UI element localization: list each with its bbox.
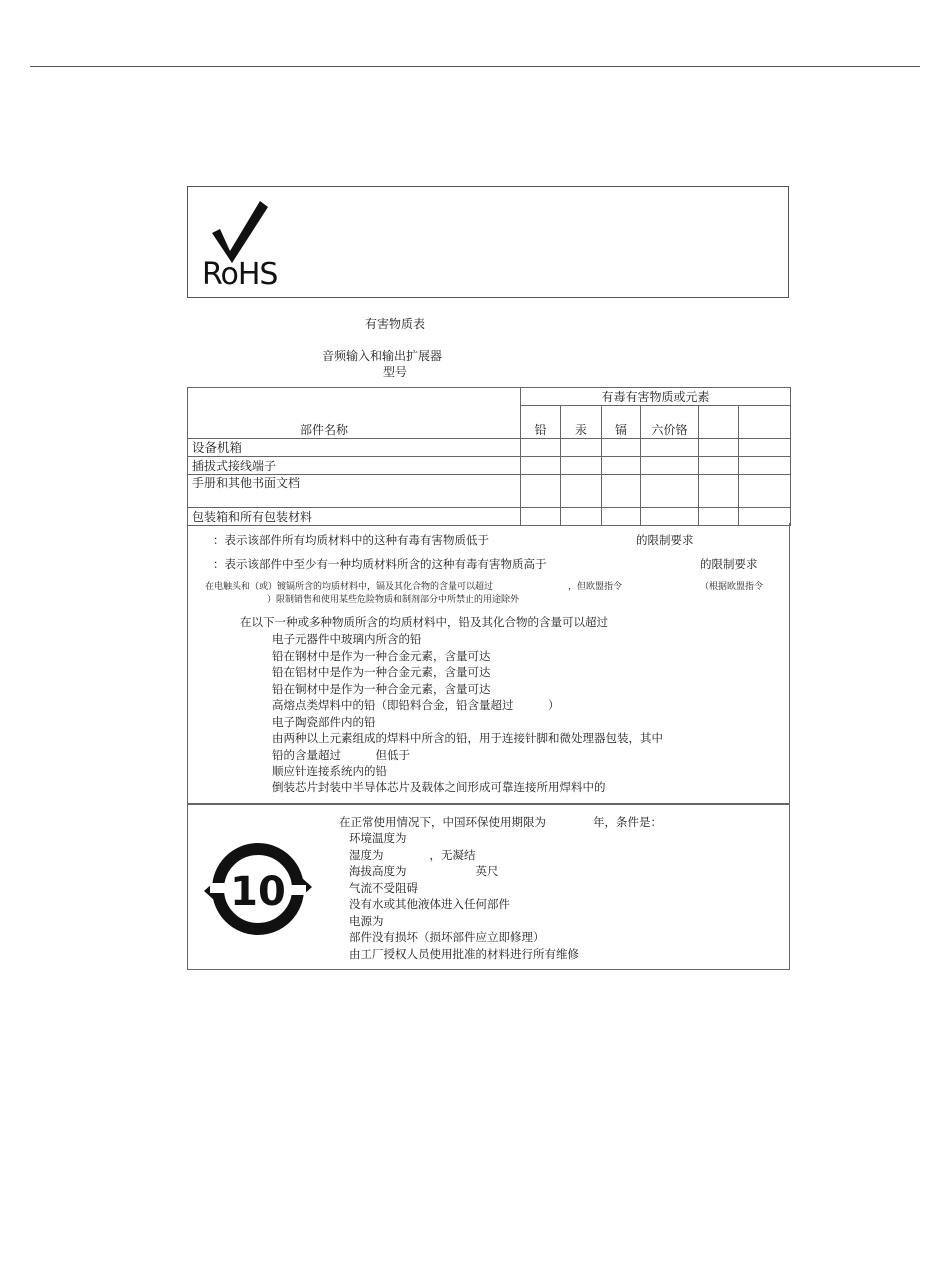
efup-condition: 气流不受阻碍 <box>349 881 418 895</box>
model-label: 型号 <box>383 365 408 379</box>
efup-condition: 部件没有损坏（损坏部件应立即修理） <box>349 930 545 944</box>
lead-exemption-item: 铅在铝材中是作为一种合金元素，含量可达 <box>272 665 491 679</box>
efup-box <box>187 804 790 970</box>
lead-exemption-item: 由两种以上元素组成的焊料中所含的铅，用于连接针脚和微处理器包装，其中 <box>272 731 663 745</box>
product-name: 音频输入和输出扩展器 <box>322 349 443 363</box>
efup-condition: 没有水或其他液体进入任何部件 <box>349 897 510 911</box>
rohs-logo-box <box>187 186 789 298</box>
note-above-limit: ：表示该部件中至少有一种均质材料所含的这种有毒有害物质高于 <box>213 557 547 571</box>
efup-condition: 由工厂授权人员使用批准的材料进行所有维修 <box>349 947 579 961</box>
efup-intro-suffix: 年，条件是： <box>593 815 662 829</box>
table-row-part: 包装箱和所有包装材料 <box>188 508 521 526</box>
lead-exemption-item: 铅在铜材中是作为一种合金元素，含量可达 <box>272 682 491 696</box>
lead-exemption-intro: 在以下一种或多种物质所含的均质材料中，铅及其化合物的含量可以超过 <box>240 615 608 629</box>
efup-condition: 电源为 <box>349 914 384 928</box>
rohs-logo-text: RoHS <box>202 257 278 292</box>
lead-exemption-item: 电子元器件中玻璃内所含的铅 <box>272 632 422 646</box>
element-header-blank-2 <box>739 406 791 439</box>
table-row-part: 插拔式接线端子 <box>188 457 521 475</box>
efup-logo-number: 10 <box>230 869 286 915</box>
note-cadmium-directive: ，但欧盟指令 <box>568 582 623 592</box>
note-below-limit-suffix: 的限制要求 <box>636 533 694 547</box>
lead-exemption-item: 铅的含量超过 但低于 <box>272 748 410 762</box>
element-header-blank-1 <box>699 406 739 439</box>
table-row-part: 设备机箱 <box>188 439 521 457</box>
efup-intro: 在正常使用情况下，中国环保使用期限为 <box>339 815 546 829</box>
efup-condition: 湿度为 ，无凝结 <box>349 848 476 862</box>
note-above-limit-suffix: 的限制要求 <box>700 557 758 571</box>
element-header-mercury: 汞 <box>561 406 602 439</box>
element-header-lead: 铅 <box>521 406 561 439</box>
lead-exemption-item: 铅在钢材中是作为一种合金元素，含量可达 <box>272 649 491 663</box>
top-divider <box>30 66 920 67</box>
lead-exemption-item: 高熔点类焊料中的铅（即铅料合金，铅含量超过 ） <box>272 698 560 712</box>
lead-exemption-item: 倒装芯片封装中半导体芯片及载体之间形成可靠连接所用焊料中的 <box>272 780 606 794</box>
part-name-header: 部件名称 <box>188 388 521 439</box>
checkmark-icon <box>210 199 272 265</box>
substance-group-header: 有毒有害物质或元素 <box>521 388 791 406</box>
lead-exemption-item: 顺应针连接系统内的铅 <box>272 764 387 778</box>
substance-table <box>187 387 791 526</box>
note-cadmium-directive-ref: （根据欧盟指令 <box>700 582 764 592</box>
element-header-chromium: 六价铬 <box>641 406 699 439</box>
note-cadmium-exemption: 在电触头和（或）镀镉所含的均质材料中，镉及其化合物的含量可以超过 <box>205 582 494 592</box>
element-header-cadmium: 镉 <box>602 406 641 439</box>
table-row-part: 手册和其他书面文档 <box>188 475 521 508</box>
table-title: 有害物质表 <box>365 317 426 331</box>
note-below-limit: ：表示该部件所有均质材料中的这种有毒有害物质低于 <box>213 533 489 547</box>
notes-box <box>187 523 790 804</box>
note-cadmium-exemption-end: ）限制销售和使用某些危险物质和制剂部分中所禁止的用途除外 <box>267 595 520 605</box>
efup-condition: 海拔高度为 英尺 <box>349 864 499 878</box>
lead-exemption-item: 电子陶瓷部件内的铅 <box>272 715 376 729</box>
efup-10-logo-icon <box>202 839 314 939</box>
efup-condition: 环境温度为 <box>349 831 407 845</box>
